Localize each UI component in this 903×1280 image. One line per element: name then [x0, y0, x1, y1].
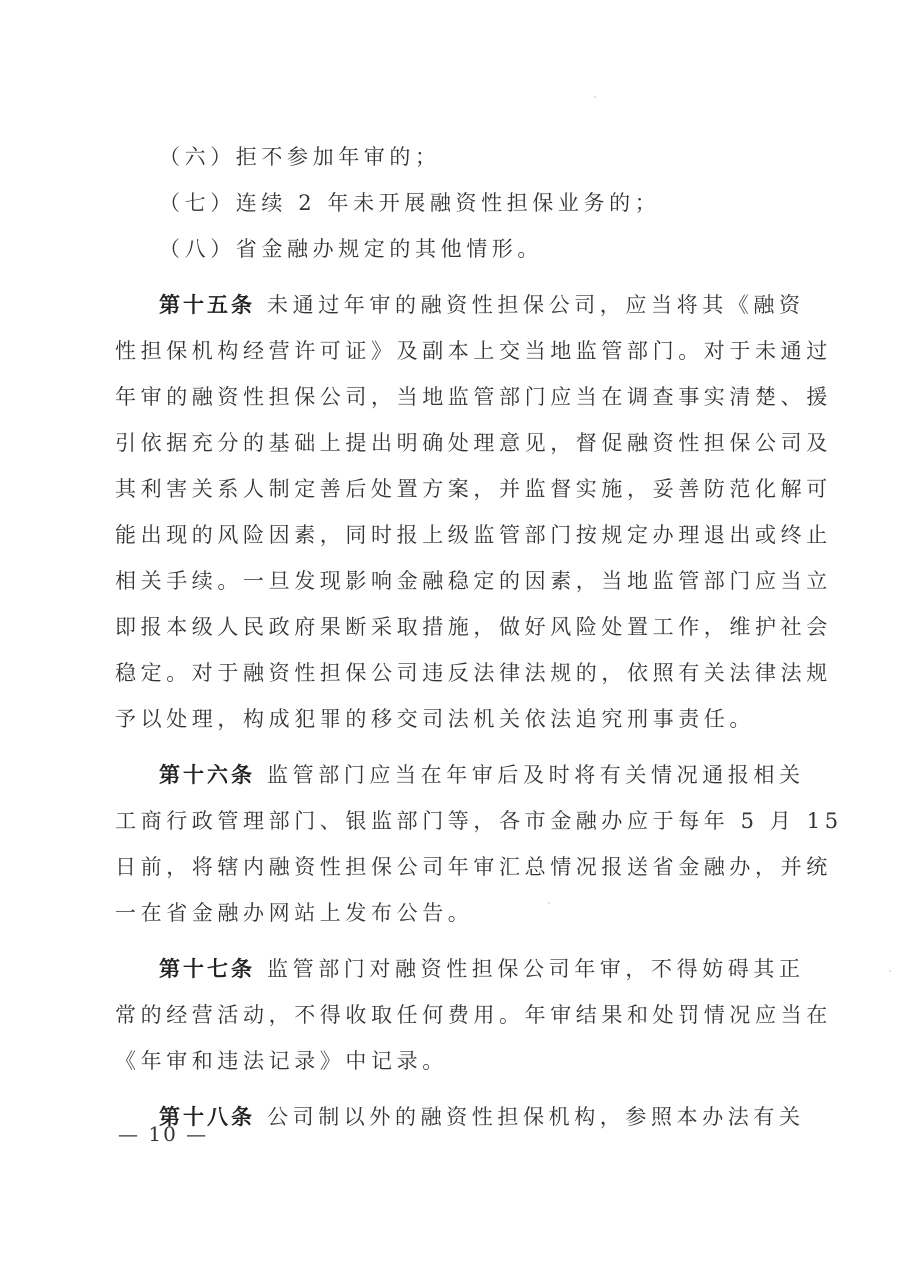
paragraph-line: 予以处理，构成犯罪的移交司法机关依法追究刑事责任。 [115, 707, 755, 731]
scan-speck [889, 970, 891, 972]
article-17 [115, 946, 832, 1084]
paragraph-text: 公司制以外的融资性担保机构，参照本办法有关 [267, 1105, 805, 1129]
paragraph-line: 相关手续。一旦发现影响金融稳定的因素，当地监管部门应当立 [115, 569, 832, 593]
article-15 [115, 282, 832, 742]
article-first-line [115, 1094, 805, 1140]
paragraph-line: 工商行政管理部门、银监部门等，各市金融办应于每年 5 月 15 [115, 809, 843, 833]
paragraph-line: 常的经营活动，不得收取任何费用。年审结果和处罚情况应当在 [115, 1003, 832, 1027]
page-number: — 10 — [118, 1122, 209, 1146]
article-18 [115, 1094, 805, 1140]
article-heading: 第十五条 [159, 293, 255, 317]
scan-speck [594, 96, 596, 98]
list-item: （八）省金融办规定的其他情形。 [159, 237, 543, 261]
article-16 [115, 752, 843, 936]
paragraph-line: 性担保机构经营许可证》及副本上交当地监管部门。对于未通过 [115, 339, 832, 363]
article-heading: 第十八条 [159, 1105, 255, 1129]
article-heading: 第十六条 [159, 763, 255, 787]
paragraph-line: 年审的融资性担保公司，当地监管部门应当在调查事实清楚、援 [115, 385, 832, 409]
paragraph-line: 一在省金融办网站上发布公告。 [115, 901, 474, 925]
paragraph-line: 能出现的风险因素，同时报上级监管部门按规定办理退出或终止 [115, 523, 832, 547]
article-first-line [115, 282, 805, 328]
paragraph-line: 稳定。对于融资性担保公司违反法律法规的，依照有关法律法规 [115, 661, 832, 685]
article-first-line [115, 752, 805, 798]
list-item: （七）连续 2 年未开展融资性担保业务的； [159, 191, 661, 215]
paragraph-line: 《年审和违法记录》中记录。 [115, 1049, 448, 1073]
paragraph-line: 即报本级人民政府果断采取措施，做好风险处置工作，维护社会 [115, 615, 832, 639]
paragraph-text: 未通过年审的融资性担保公司，应当将其《融资 [267, 293, 805, 317]
list-item: （六）拒不参加年审的； [159, 145, 441, 169]
paragraph-text: 监管部门应当在年审后及时将有关情况通报相关 [267, 763, 805, 787]
paragraph-text: 监管部门对融资性担保公司年审，不得妨碍其正 [267, 957, 805, 981]
document-body [115, 134, 843, 1140]
paragraph-line: 日前，将辖内融资性担保公司年审汇总情况报送省金融办，并统 [115, 855, 832, 879]
article-heading: 第十七条 [159, 957, 255, 981]
paragraph-line: 其利害关系人制定善后处置方案，并监督实施，妥善防范化解可 [115, 477, 832, 501]
scan-speck [548, 902, 550, 904]
paragraph-line: 引依据充分的基础上提出明确处理意见，督促融资性担保公司及 [115, 431, 832, 455]
article-first-line [115, 946, 805, 992]
